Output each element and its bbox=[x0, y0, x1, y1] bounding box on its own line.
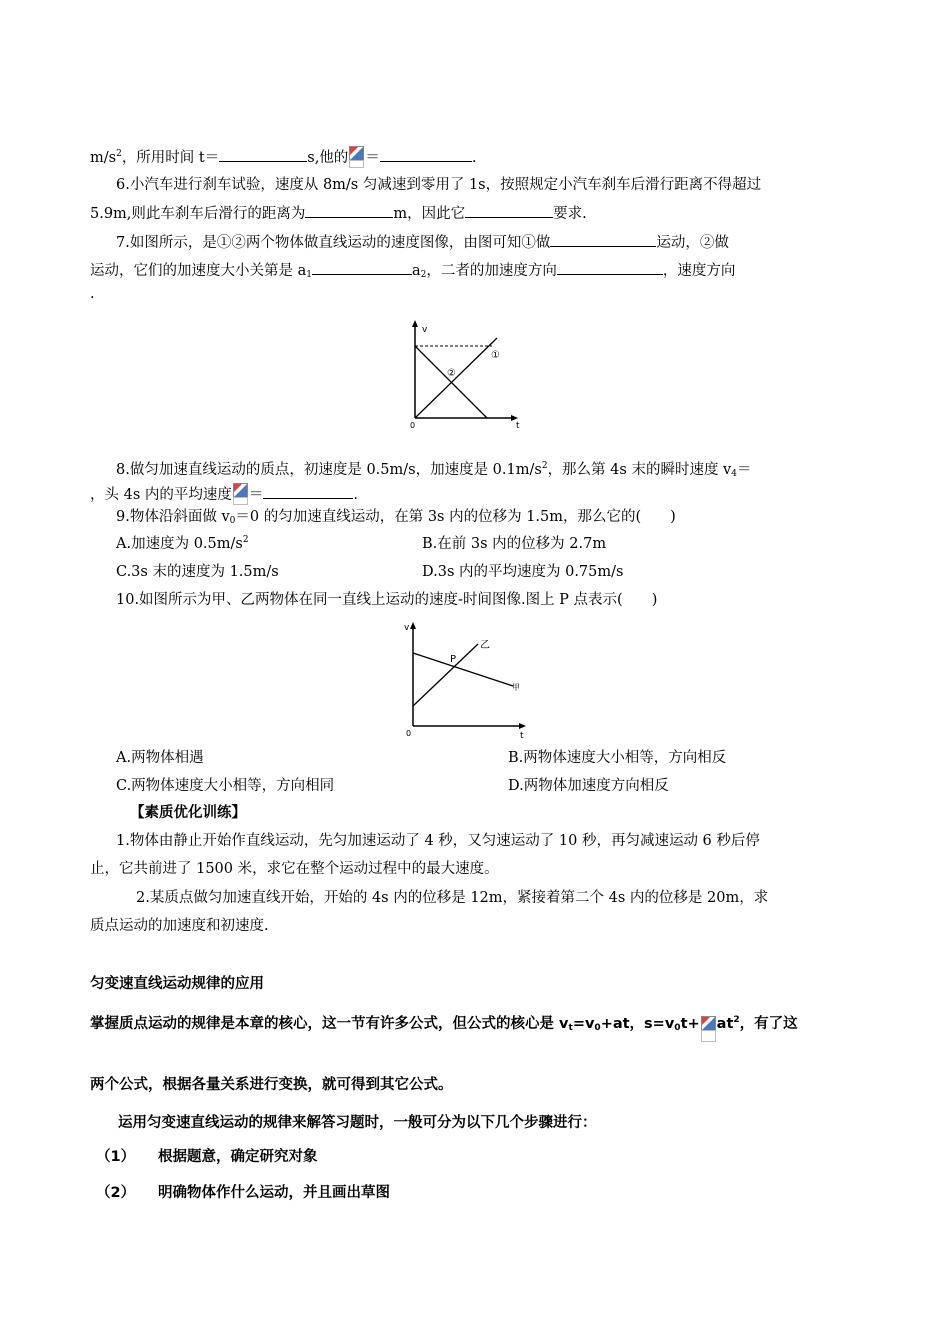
answer-blank[interactable] bbox=[219, 147, 307, 162]
step-2-text: 明确物体作什么运动，并且画出草图 bbox=[158, 1185, 390, 1201]
origin-label: 0 bbox=[406, 729, 412, 738]
lesson-title: 匀变速直线运动规律的应用 bbox=[90, 976, 264, 992]
q8-line-1: 8.做匀加速直线运动的质点，初速度是 0.5m/s，加速度是 $0.1m/s^2$，那么第 4s 末的瞬时速度 $v_4=$ bbox=[116, 461, 752, 479]
q10-option-b[interactable]: B.两物体速度大小相等，方向相反 bbox=[508, 750, 727, 766]
line-yi bbox=[413, 644, 478, 706]
section-heading: 【素质优化训练】 bbox=[130, 805, 246, 821]
q7-line-1: 7.如图所示，是①②两个物体做直线运动的速度图像，由图可知①做 运动，②做 bbox=[116, 232, 729, 253]
answer-blank[interactable] bbox=[557, 260, 663, 275]
answer-blank[interactable] bbox=[465, 203, 553, 218]
q6-line-1: 6.小汽车进行刹车试验，速度从 8m/s 匀减速到零用了 1s，按照规定小汽车刹车后滑行距离不得超过 bbox=[116, 177, 762, 193]
t-label: t bbox=[516, 421, 520, 430]
line-1: $m/s^2$，所用时间 t＝ s,他的 ＝ . bbox=[90, 146, 476, 168]
v-axis-arrow bbox=[410, 622, 416, 629]
velocity-time-graph-1 bbox=[402, 318, 522, 430]
step-2-number: （2） bbox=[96, 1185, 136, 1201]
fraction-image-icon bbox=[233, 483, 248, 505]
curve-1-label: ① bbox=[491, 350, 500, 361]
training-2-line-1: 2.某质点做匀加速直线开始，开始的 4s 内的位移是 12m，紧接着第二个 4s 内的位移是 20m，求 bbox=[136, 890, 769, 906]
point-p-label: P bbox=[450, 654, 457, 665]
training-1-line-1: 1.物体由静止开始作直线运动，先匀加速运动了 4 秒，又匀速运动了 10 秒，再匀减速运动 6 秒后停 bbox=[116, 833, 760, 849]
q6-line-2: 5.9m,则此车刹车后滑行的距离为 m，因此它 要求. bbox=[90, 203, 587, 224]
lesson-paragraph-line-2: 两个公式，根据各量关系进行变换，就可得到其它公式。 bbox=[90, 1077, 453, 1093]
step-1-text: 根据题意，确定研究对象 bbox=[158, 1149, 318, 1165]
answer-blank[interactable] bbox=[550, 232, 656, 247]
curve-yi-label: 乙 bbox=[480, 640, 490, 651]
step-1-number: （1） bbox=[96, 1149, 136, 1165]
v-label: v bbox=[422, 325, 428, 335]
q10-option-d[interactable]: D.两物体加速度方向相反 bbox=[508, 778, 669, 794]
q9-stem: 9.物体沿斜面做 $v_0=0$ 的匀加速直线运动，在第 3s 内的位移为 1.5m，那么它的( ) bbox=[116, 509, 676, 526]
q9-option-c[interactable]: C.3s 末的速度为 1.5m/s bbox=[116, 564, 279, 580]
fraction-image-icon bbox=[701, 1016, 716, 1042]
v-label: v bbox=[404, 623, 410, 633]
answer-blank[interactable] bbox=[263, 484, 353, 499]
answer-blank[interactable] bbox=[305, 203, 393, 218]
lesson-paragraph-steps-intro: 运用匀变速直线运动的规律来解答习题时，一般可分为以下几个步骤进行： bbox=[118, 1115, 597, 1131]
training-2-line-2: 质点运动的加速度和初速度. bbox=[90, 918, 269, 934]
curve-2-label: ② bbox=[447, 368, 456, 379]
q8-line-2: ，头 4s 内的平均速度 ＝ . bbox=[90, 483, 358, 505]
line-1 bbox=[415, 338, 497, 418]
t-label: t bbox=[520, 731, 524, 740]
q10-stem: 10.如图所示为甲、乙两物体在同一直线上运动的速度-时间图像.图上 P 点表示( ) bbox=[116, 592, 658, 608]
lesson-paragraph-line-1: 掌握质点运动的规律是本章的核心，这一节有许多公式，但公式的核心是 $v_t=v_0+at$，$s=v_0t+$ $at^2$，有了这 bbox=[90, 1014, 798, 1042]
v-axis-arrow bbox=[412, 320, 418, 327]
velocity-time-graph-2 bbox=[398, 618, 528, 740]
curve-jia-label: 甲 bbox=[512, 683, 520, 692]
q9-option-b[interactable]: B.在前 3s 内的位移为 2.7m bbox=[422, 536, 607, 552]
origin-label: 0 bbox=[410, 421, 416, 430]
q10-option-c[interactable]: C.两物体速度大小相等，方向相同 bbox=[116, 778, 335, 794]
q10-option-a[interactable]: A.两物体相遇 bbox=[116, 750, 204, 766]
t-axis-arrow bbox=[519, 723, 526, 729]
q7-line-2: 运动，它们的加速度大小关第是 $a_1$ $a_2$，二者的加速度方向 ，速度方向 bbox=[90, 260, 735, 281]
fraction-image-icon bbox=[349, 146, 364, 168]
q9-option-a[interactable]: A.加速度为 $0.5m/s^2$ bbox=[116, 535, 249, 552]
training-1-line-2: 止，它共前进了 1500 米，求它在整个运动过程中的最大速度。 bbox=[90, 861, 499, 877]
answer-blank[interactable] bbox=[312, 260, 412, 275]
q9-option-d[interactable]: D.3s 内的平均速度为 0.75m/s bbox=[422, 564, 624, 580]
q7-line-3: . bbox=[90, 286, 95, 302]
answer-blank[interactable] bbox=[380, 147, 472, 162]
